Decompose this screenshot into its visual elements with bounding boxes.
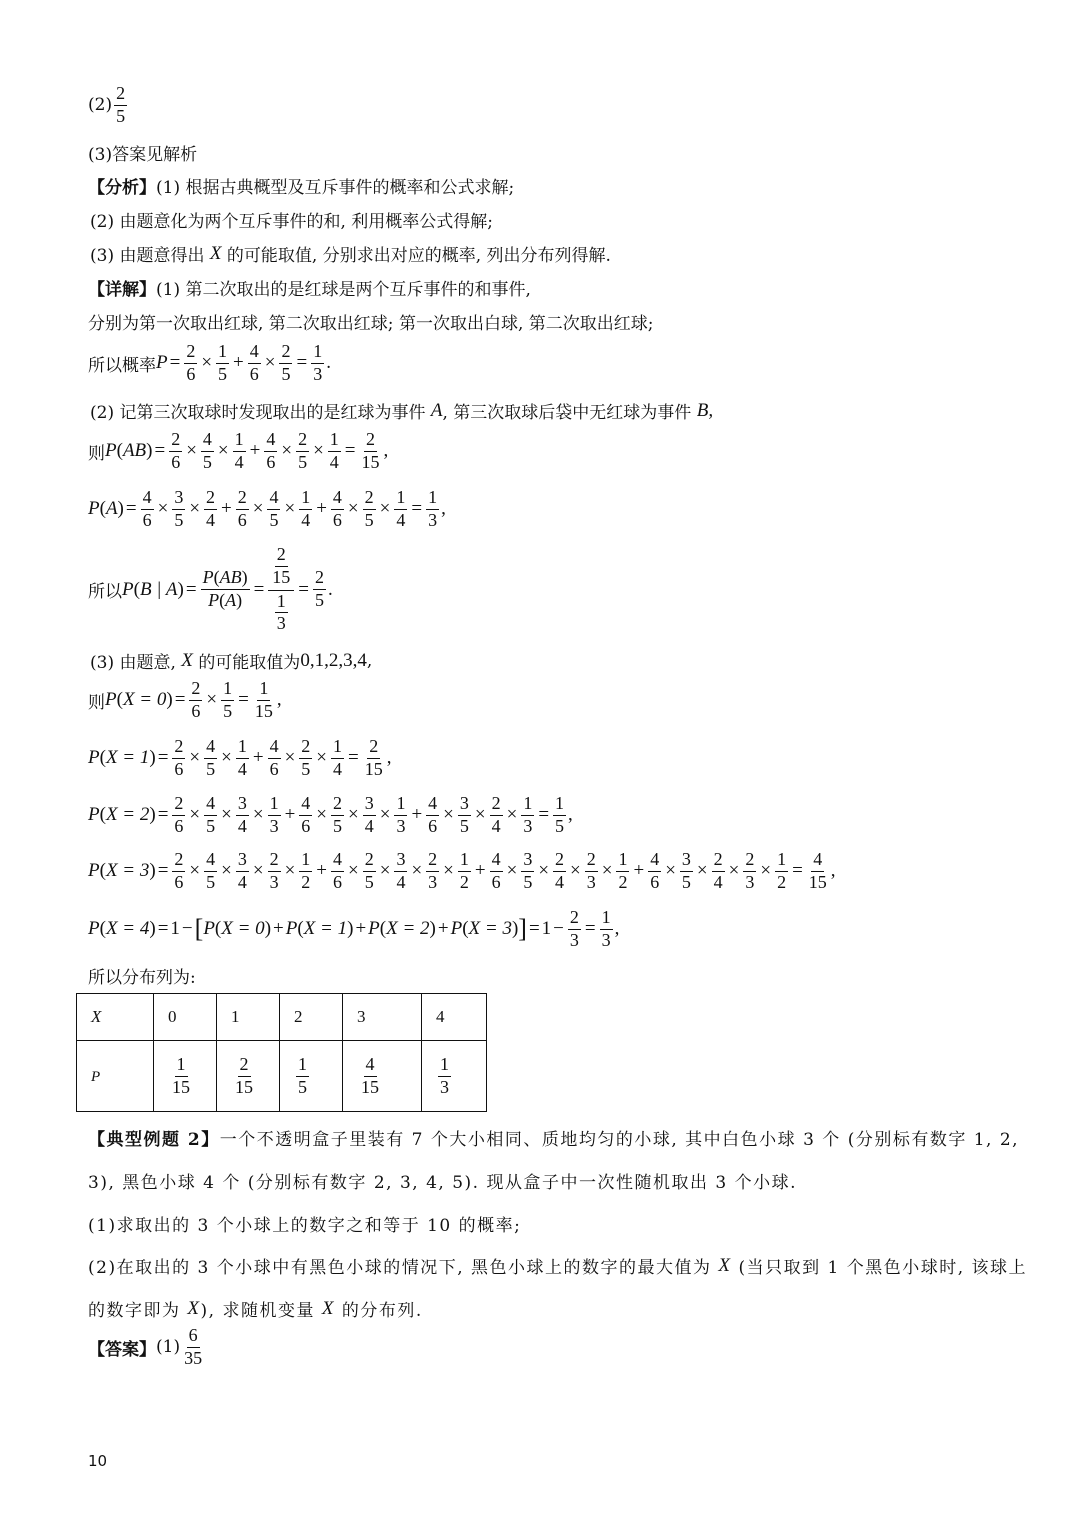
table-cell: $\frac{1}{5}$ <box>280 1041 343 1112</box>
table-cell: $\frac{1}{15}$ <box>154 1041 217 1112</box>
answer-part-2 <box>88 84 129 127</box>
table-header-x: X <box>77 994 154 1041</box>
example-2-tag: 【典型例题 2】 <box>88 1130 220 1150</box>
table-cell: $\frac{2}{15}$ <box>217 1041 280 1112</box>
formula-px2: P ( X = 2 ) = $\frac{2}{6}$ × $\frac{4}{5}$ × $\frac{3}{4}$ × $\frac{1}{3}$ + $\frac{4}{6}$ × $\frac{2}{5}$ × $\frac{3}{4}$ × $\frac{1}{3}$ + $\frac{4}{6}$ × $\frac{3}{5}$ × $\frac{2}{4}$ × $\frac{1}{3}$ = $\frac{1}{5}$ , <box>88 793 573 836</box>
formula-p-ab: 则 P ( AB ) = $\frac{2}{6}$ × $\frac{4}{5}$ × $\frac{1}{4}$ + $\frac{4}{6}$ × $\frac{2}{5}$ × $\frac{1}{4}$ = $\frac{2}{15}$ , <box>88 429 389 472</box>
example-2-question-2-cont: 的数字即为 X ), 求随机变量 X 的分布列. <box>88 1297 423 1321</box>
example-2-answer: 【答案】 (1) $\frac{6}{35}$ <box>88 1325 203 1368</box>
formula-conditional: 所以 P ( B | A ) = $\frac{P(AB)}{P(A)}$ = $\frac{\frac{2}{15}}{\frac{1}{3}}$ = $\frac{2}{5}$ . <box>88 544 333 634</box>
distribution-table <box>76 993 487 1112</box>
formula-p-a: P ( A ) = $\frac{4}{6}$ × $\frac{3}{5}$ × $\frac{2}{4}$ + $\frac{2}{6}$ × $\frac{4}{5}$ × $\frac{1}{4}$ + $\frac{4}{6}$ × $\frac{2}{5}$ × $\frac{1}{4}$ = $\frac{1}{3}$ , <box>88 487 446 530</box>
answer-2-fraction: $\frac{2}{5}$ <box>116 83 126 126</box>
table-cell: 3 <box>343 994 422 1041</box>
table-row-x <box>77 994 487 1041</box>
analysis-line-1: 【分析】 (1) 根据古典概型及互斥事件的概率和公式求解; <box>88 173 514 198</box>
detail-part3-values: (3) 由题意, X 的可能取值为 0,1,2,3,4 , <box>90 649 373 673</box>
detail-line-2: 分别为第一次取出红球, 第二次取出红球; 第一次取出白球, 第二次取出红球; <box>88 314 654 334</box>
answer-part-3: (3)答案见解析 <box>88 145 198 165</box>
answer-fraction: $\frac{6}{35}$ <box>184 1325 203 1368</box>
table-cell: $\frac{1}{3}$ <box>422 1041 487 1112</box>
formula-part1-probability: 所以概率 P = $\frac{2}{6}$ × $\frac{1}{5}$ + $\frac{4}{6}$ × $\frac{2}{5}$ = $\frac{1}{3}$ . <box>88 341 331 384</box>
answer-tag: 【答案】 <box>88 1339 156 1360</box>
analysis-line-2: (2) 由题意化为两个互斥事件的和, 利用概率公式得解; <box>90 212 494 232</box>
formula-px1: P ( X = 1 ) = $\frac{2}{6}$ × $\frac{4}{5}$ × $\frac{1}{4}$ + $\frac{4}{6}$ × $\frac{2}{5}$ × $\frac{1}{4}$ = $\frac{2}{15}$ , <box>88 736 392 779</box>
table-cell: 0 <box>154 994 217 1041</box>
page-number: 10 <box>88 1452 108 1470</box>
table-cell: 4 <box>422 994 487 1041</box>
example-2-line-2: 3), 黑色小球 4 个 (分别标有数字 2, 3, 4, 5). 现从盒子中一次性随机取出 3 个小球. <box>88 1173 797 1193</box>
table-header-p: P <box>77 1041 154 1112</box>
table-cell: $\frac{4}{15}$ <box>343 1041 422 1112</box>
detail-line-1: 【详解】 (1) 第二次取出的是红球是两个互斥事件的和事件, <box>88 275 531 300</box>
table-cell: 2 <box>280 994 343 1041</box>
answer-2-label: (2) <box>88 95 113 116</box>
formula-px4: P ( X = 4 ) = 1 − [ P ( X = 0 ) + P ( X = 1 ) + P ( X = 2 ) + P ( X = 3 ) ] = 1 − $\frac{2}{3}$ = $\frac{1}{3}$ , <box>88 907 620 950</box>
example-2-question-2: (2)在取出的 3 个小球中有黑色小球的情况下, 黑色小球上的数字的最大值为 X (当只取到 1 个黑色小球时, 该球上 <box>88 1254 1028 1278</box>
analysis-line-3: (3) 由题意得出 X 的可能取值, 分别求出对应的概率, 列出分布列得解. <box>90 242 611 266</box>
formula-px0: 则 P ( X = 0 ) = $\frac{2}{6}$ × $\frac{1}{5}$ = $\frac{1}{15}$ , <box>88 678 282 721</box>
distribution-intro: 所以分布列为: <box>88 968 196 988</box>
table-row-p <box>77 1041 487 1112</box>
formula-px3: P ( X = 3 ) = $\frac{2}{6}$ × $\frac{4}{5}$ × $\frac{3}{4}$ × $\frac{2}{3}$ × $\frac{1}{2}$ + $\frac{4}{6}$ × $\frac{2}{5}$ × $\frac{3}{4}$ × $\frac{2}{3}$ × $\frac{1}{2}$ + $\frac{4}{6}$ × $\frac{3}{5}$ × $\frac{2}{4}$ × $\frac{2}{3}$ × $\frac{1}{2}$ + $\frac{4}{6}$ × $\frac{3}{5}$ × $\frac{2}{4}$ × $\frac{2}{3}$ × $\frac{1}{2}$ = $\frac{4}{15}$ , <box>88 849 836 892</box>
detail-part2-events: (2) 记第三次取球时发现取出的是红球为事件 A , 第三次取球后袋中无红球为事件 B, <box>90 399 714 423</box>
detail-tag: 【详解】 <box>88 280 156 300</box>
analysis-tag: 【分析】 <box>88 178 156 198</box>
example-2-question-1: (1)求取出的 3 个小球上的数字之和等于 10 的概率; <box>88 1216 522 1236</box>
example-2-line-1: 【典型例题 2】 一个不透明盒子里装有 7 个大小相同、质地均匀的小球, 其中白色小球 3 个 (分别标有数字 1, 2, <box>88 1125 1019 1150</box>
table-cell: 1 <box>217 994 280 1041</box>
